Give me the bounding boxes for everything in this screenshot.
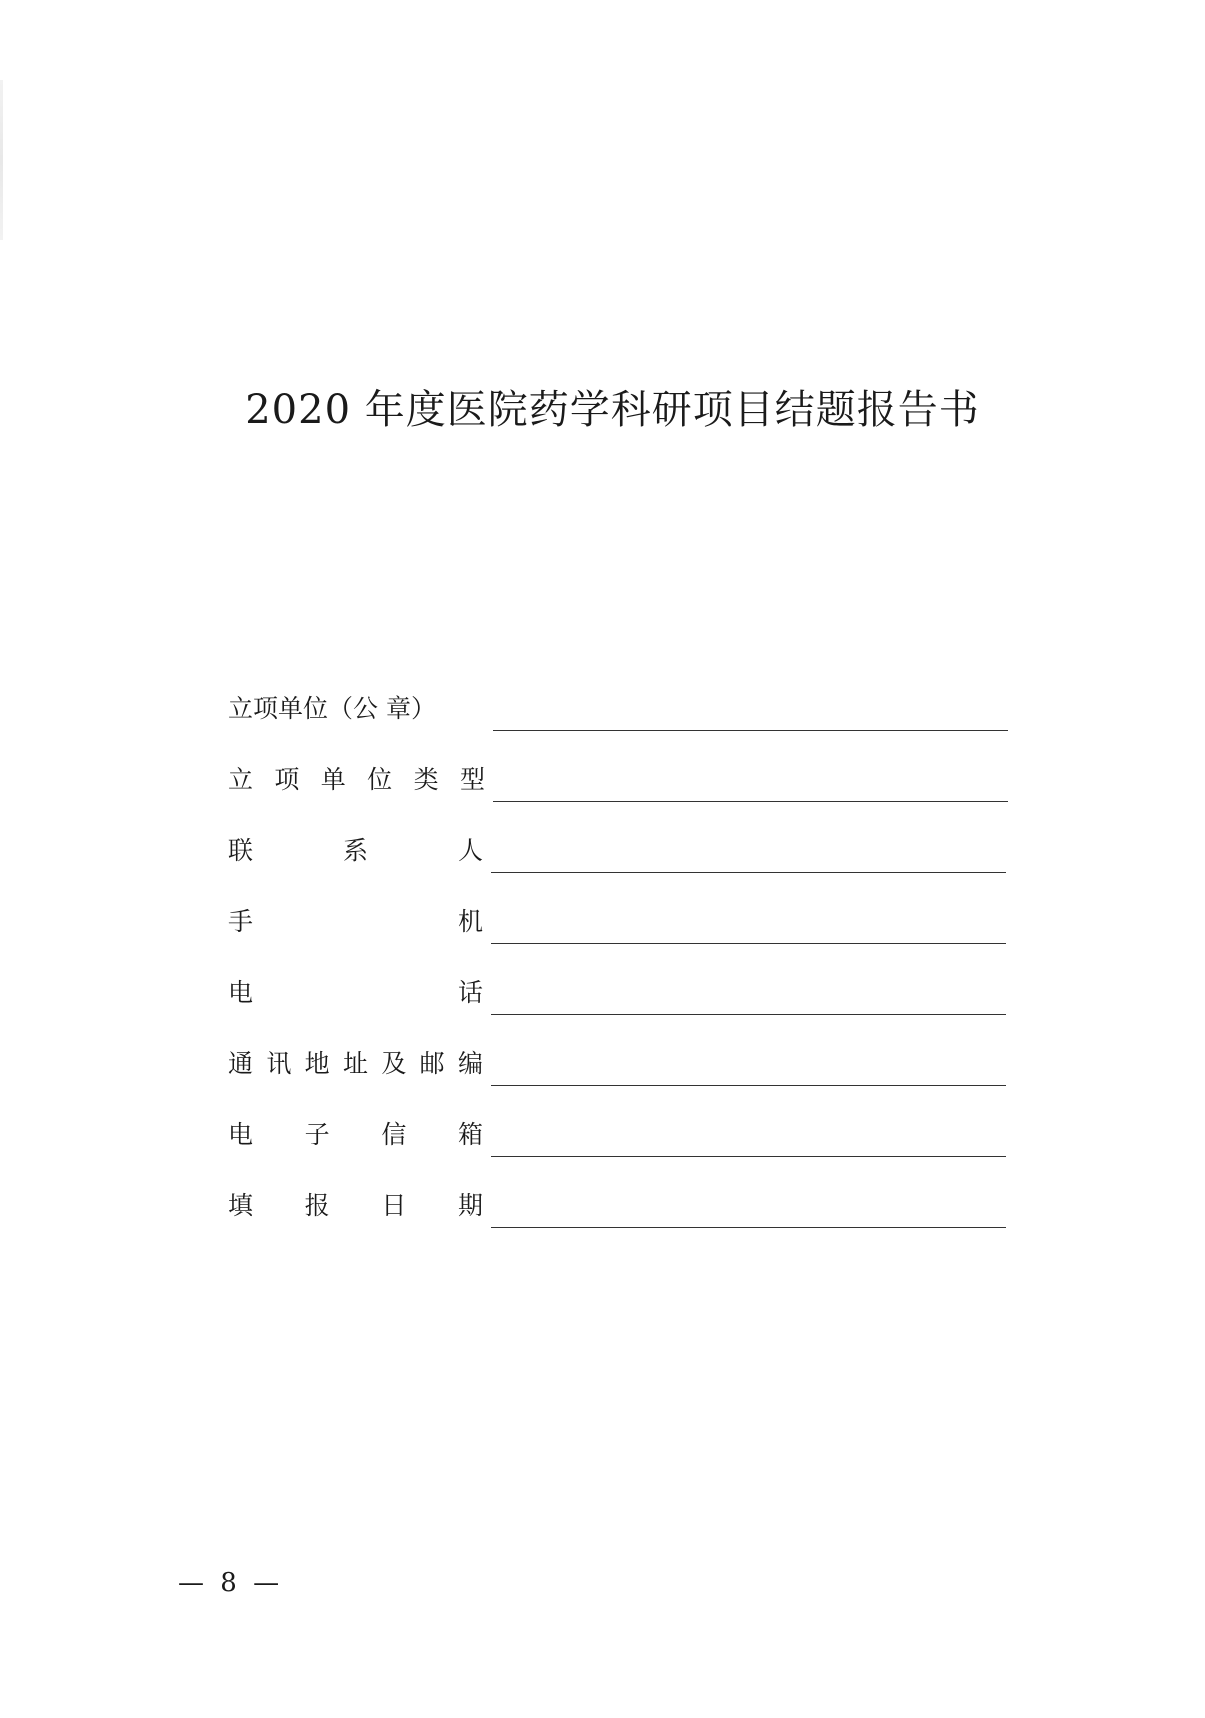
char: 填 [228, 1191, 254, 1220]
char: 位 [367, 765, 393, 794]
char: 期 [457, 1191, 483, 1220]
field-label-address [228, 1044, 483, 1090]
char: 话 [457, 978, 483, 1007]
char: 机 [457, 907, 483, 936]
char: 邮 [419, 1049, 445, 1078]
char: 人 [457, 836, 483, 865]
field-blank-phone[interactable] [491, 1012, 1006, 1015]
char: 电 [228, 1120, 254, 1149]
field-row-unit-type [228, 735, 1008, 806]
field-row-email [228, 1090, 1008, 1161]
field-blank-email[interactable] [491, 1154, 1006, 1157]
char: 子 [304, 1120, 330, 1149]
field-label-unit [228, 689, 485, 735]
cover-form [228, 664, 1008, 1232]
char: 讯 [266, 1049, 292, 1078]
field-row-unit [228, 664, 1008, 735]
field-label-unit-type [228, 760, 485, 806]
field-row-date [228, 1161, 1008, 1232]
field-blank-date[interactable] [491, 1225, 1006, 1228]
char: 报 [304, 1191, 330, 1220]
char: 地 [304, 1049, 330, 1078]
char: 型 [459, 765, 485, 794]
field-label-email [228, 1115, 483, 1161]
char: 立 [228, 765, 254, 794]
field-label-contact [228, 831, 483, 877]
char: 箱 [457, 1120, 483, 1149]
field-blank-contact[interactable] [491, 870, 1006, 873]
char: 单 [320, 765, 346, 794]
field-label-phone [228, 973, 483, 1019]
char: 类 [413, 765, 439, 794]
field-blank-mobile[interactable] [491, 941, 1006, 944]
field-row-address [228, 1019, 1008, 1090]
char: 电 [228, 978, 254, 1007]
char: 项 [274, 765, 300, 794]
field-label-unit-text: 立项单位（公 章） [228, 694, 436, 723]
field-row-mobile [228, 877, 1008, 948]
field-label-mobile [228, 902, 483, 948]
page-number: — 8 — [178, 1568, 284, 1598]
char: 址 [342, 1049, 368, 1078]
char: 手 [228, 907, 254, 936]
char: 通 [228, 1049, 254, 1078]
page-title: 2020 年度医院药学科研项目结题报告书 [245, 387, 980, 433]
field-label-date [228, 1186, 483, 1232]
char: 及 [381, 1049, 407, 1078]
field-row-contact [228, 806, 1008, 877]
field-row-phone [228, 948, 1008, 1019]
char: 系 [342, 836, 368, 865]
field-blank-unit[interactable] [493, 728, 1008, 731]
scan-edge-shadow [0, 80, 3, 240]
char: 编 [457, 1049, 483, 1078]
char: 信 [381, 1120, 407, 1149]
char: 联 [228, 836, 254, 865]
char: 日 [381, 1191, 407, 1220]
field-blank-address[interactable] [491, 1083, 1006, 1086]
field-blank-unit-type[interactable] [493, 799, 1008, 802]
